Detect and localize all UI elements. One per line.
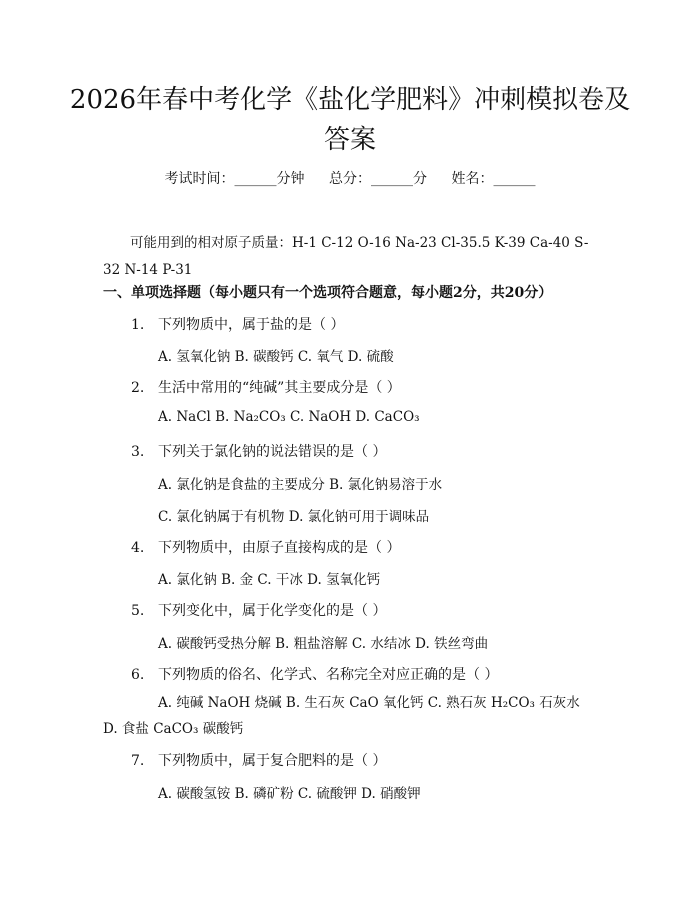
- question-1: [131, 314, 344, 334]
- question-2-options: [158, 409, 420, 425]
- question-text: 生活中常用的“纯碱”其主要成分是（ ）: [158, 380, 401, 396]
- question-number: 5.: [131, 603, 145, 619]
- question-number: 1.: [131, 317, 145, 333]
- question-2: [131, 377, 401, 397]
- exam-info-line: [0, 168, 700, 188]
- question-text: 下列变化中，属于化学变化的是（ ）: [158, 603, 387, 619]
- question-6-options: A. 纯碱 NaOH 烧碱 B. 生石灰 CaO 氧化钙 C. 熟石灰 H₂CO₃ 石灰水 D. 食盐 CaCO₃ 碳酸钙: [103, 695, 580, 737]
- section-heading-single-choice: 一、单项选择题（每小题只有一个选项符合题意，每小题2分，共20分）: [103, 285, 553, 301]
- question-3-options-cd: C. 氯化钠属于有机物 D. 氯化钠可用于调味品: [158, 509, 430, 525]
- question-number: 2.: [131, 380, 145, 396]
- options-text-with-formulas: A. NaCl B. Na₂CO₃ C. NaOH D. CaCO₃: [158, 409, 420, 425]
- question-text: 下列关于氯化钠的说法错误的是（ ）: [158, 444, 387, 460]
- question-number: 4.: [131, 540, 145, 556]
- question-5: [131, 600, 386, 620]
- question-4: [131, 537, 400, 557]
- question-number: 6.: [131, 667, 145, 683]
- question-text: 下列物质中，属于盐的是（ ）: [158, 317, 345, 333]
- question-text: 下列物质中，由原子直接构成的是（ ）: [158, 540, 401, 556]
- name-field: 姓名：______: [451, 171, 536, 187]
- exam-time-field: 考试时间：______分钟: [164, 171, 305, 187]
- question-6: [131, 664, 498, 684]
- question-1-options: A. 氢氧化钠 B. 碳酸钙 C. 氧气 D. 硫酸: [158, 349, 394, 365]
- question-7-options: A. 碳酸氢铵 B. 磷矿粉 C. 硫酸钾 D. 硝酸钾: [158, 786, 421, 802]
- question-5-options: A. 碳酸钙受热分解 B. 粗盐溶解 C. 水结冰 D. 铁丝弯曲: [158, 636, 489, 652]
- atomic-mass-note: 可能用到的相对原子质量：H-1 C-12 O-16 Na-23 Cl-35.5 K-39 Ca-40 S-32 N-14 P-31: [103, 235, 589, 278]
- question-7: [131, 750, 386, 770]
- document-title: 2026年春中考化学《盐化学肥料》冲刺模拟卷及答案: [69, 85, 631, 155]
- question-text: 下列物质的俗名、化学式、名称完全对应正确的是（ ）: [158, 667, 499, 683]
- question-text: 下列物质中，属于复合肥料的是（ ）: [158, 753, 387, 769]
- total-score-field: 总分：______分: [329, 171, 427, 187]
- question-3: [131, 441, 386, 461]
- question-3-options-ab: A. 氯化钠是食盐的主要成分 B. 氯化钠易溶于水: [158, 477, 443, 493]
- question-number: 3.: [131, 444, 145, 460]
- question-number: 7.: [131, 753, 145, 769]
- question-4-options: A. 氯化钠 B. 金 C. 干冰 D. 氢氧化钙: [158, 572, 381, 588]
